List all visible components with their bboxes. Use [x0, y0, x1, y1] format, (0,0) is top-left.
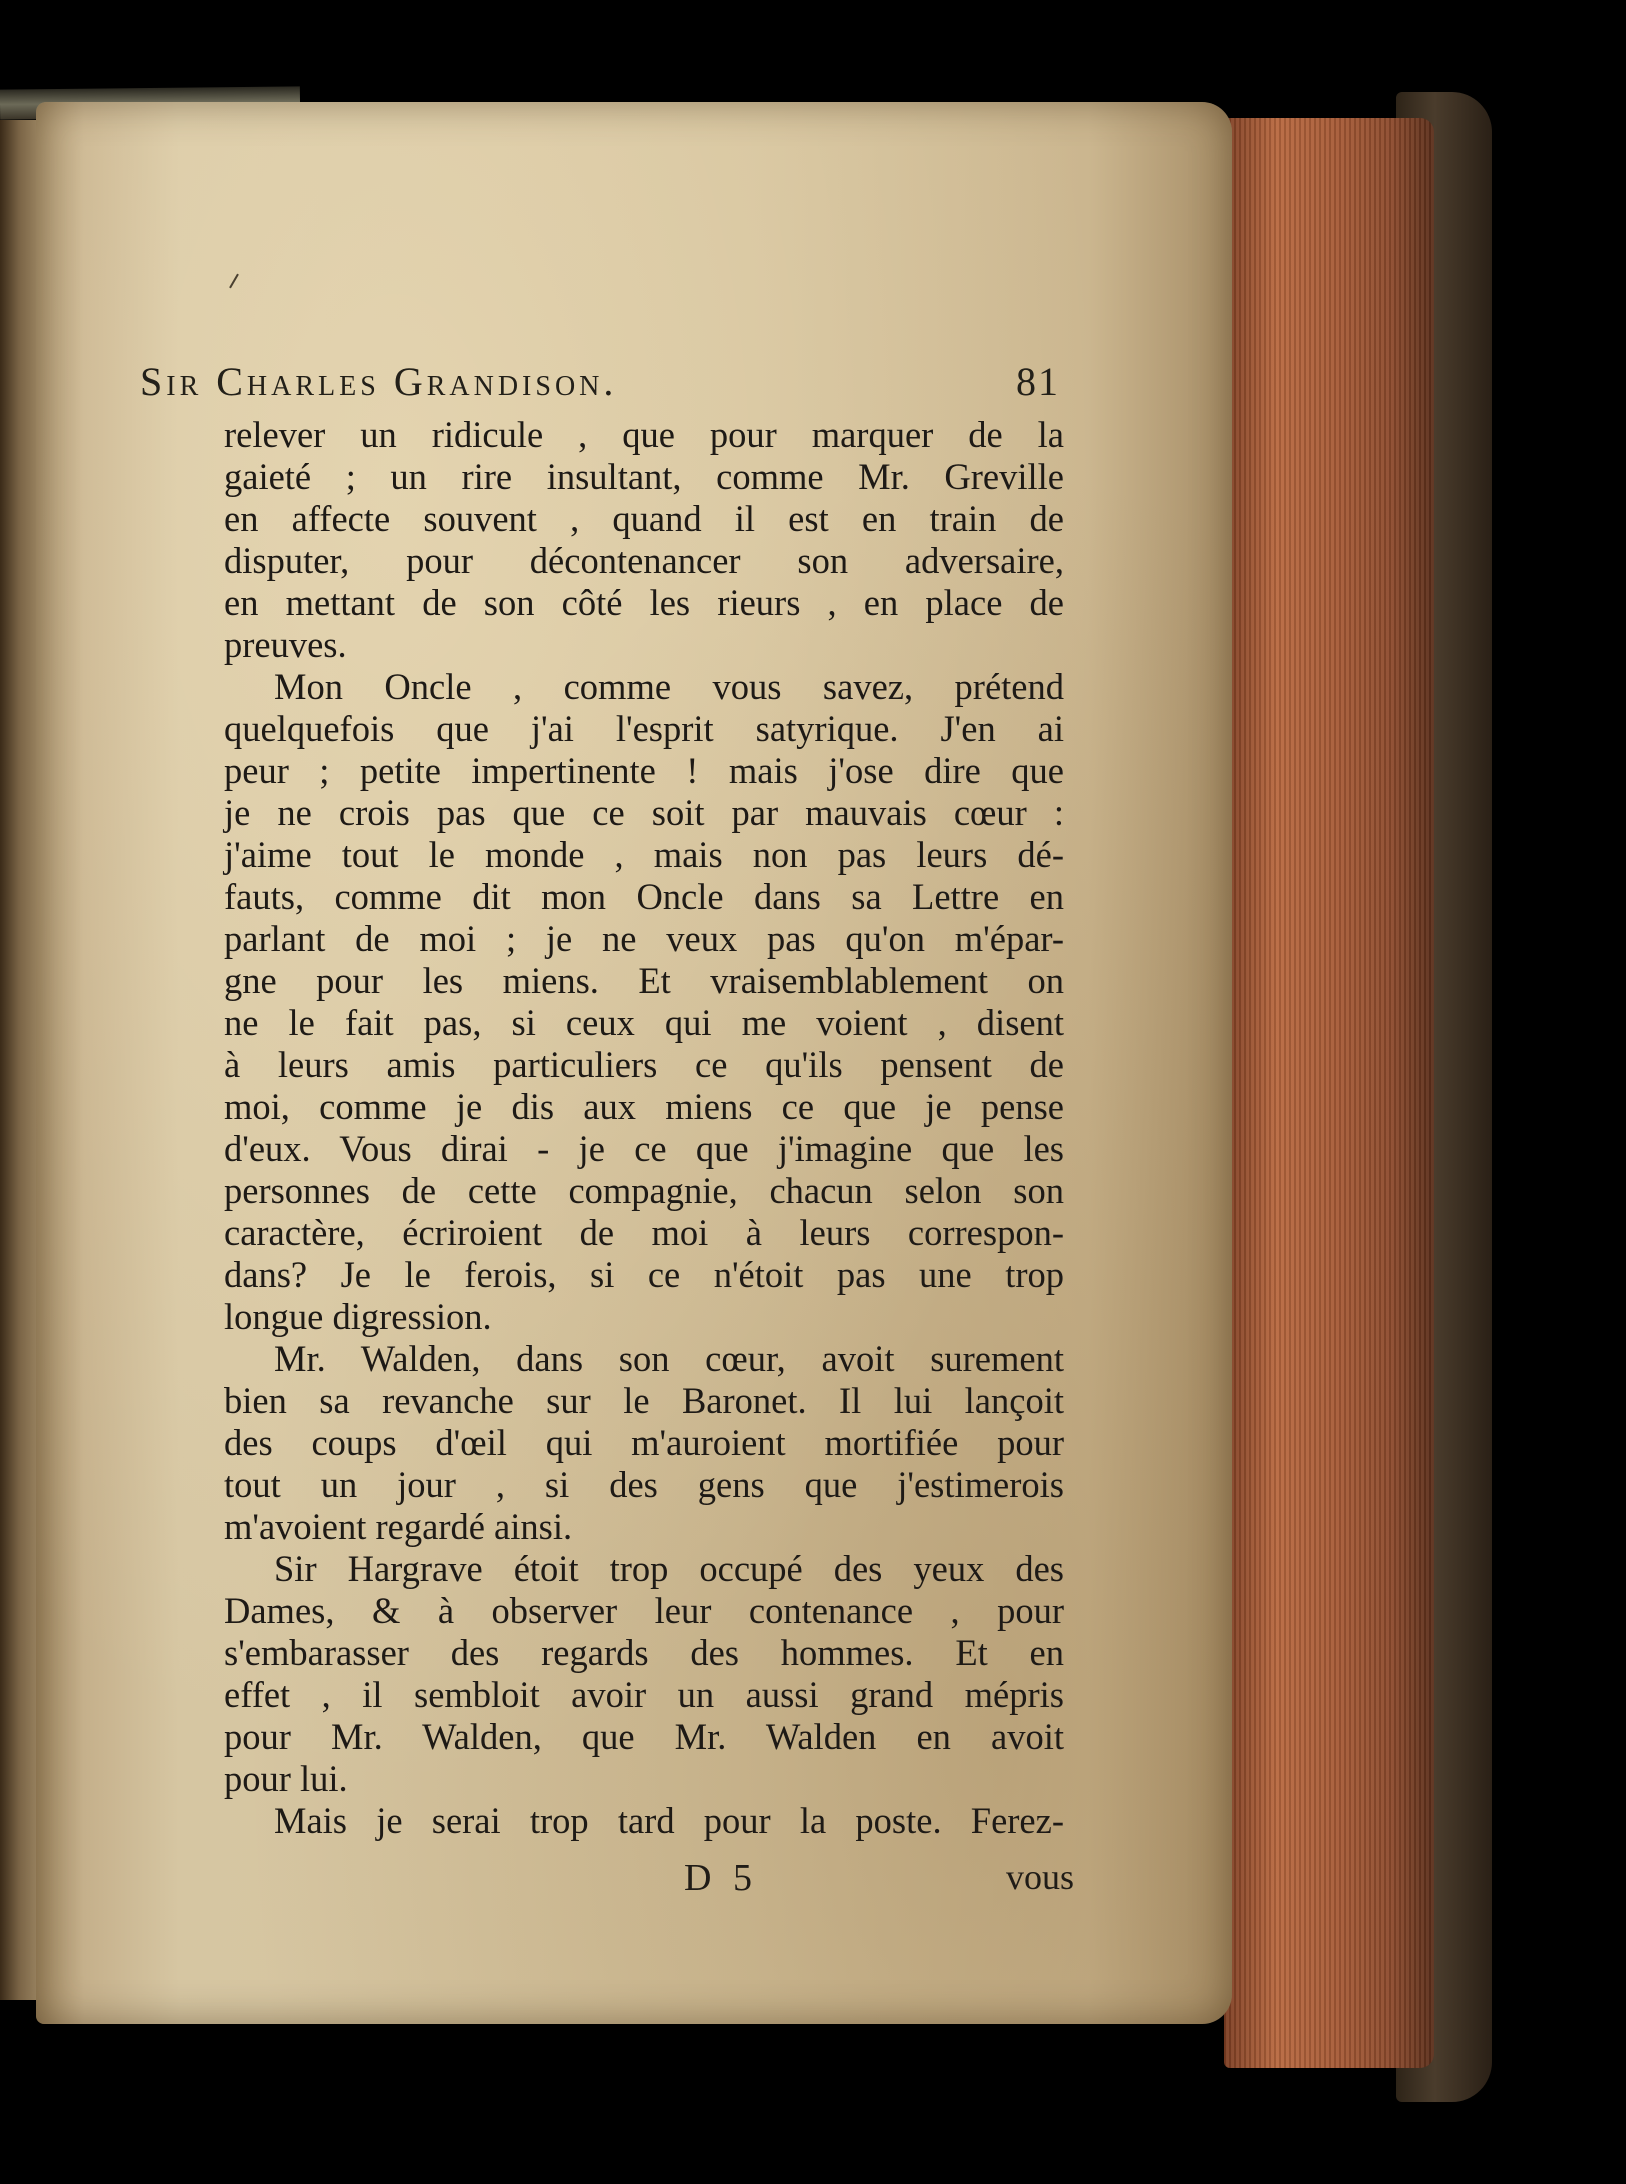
book-page — [36, 102, 1232, 2024]
text-line: longue digression. — [224, 1296, 492, 1337]
text-line: Mais je serai trop tard pour la poste. Ferez- — [274, 1800, 1064, 1841]
text-line: tout un jour , si des gens que j'estimerois — [224, 1464, 1064, 1505]
text-line: gne pour les miens. Et vraisemblablement on — [224, 960, 1064, 1001]
text-line: s'embarasser des regards des hommes. Et en — [224, 1632, 1064, 1673]
text-line: moi, comme je dis aux miens ce que je pense — [224, 1086, 1064, 1127]
running-head — [140, 358, 1060, 405]
text-line: Sir Hargrave étoit trop occupé des yeux des — [274, 1548, 1064, 1589]
text-line: pour Mr. Walden, que Mr. Walden en avoit — [224, 1716, 1064, 1757]
text-line: bien sa revanche sur le Baronet. Il lui lançoit — [224, 1380, 1064, 1421]
running-title: Sir Charles Grandison. — [140, 359, 618, 404]
text-line: preuves. — [224, 624, 347, 665]
text-line: je ne crois pas que ce soit par mauvais cœur : — [224, 792, 1064, 833]
text-line: j'aime tout le monde , mais non pas leurs dé- — [224, 834, 1064, 875]
text-line: disputer, pour décontenancer son adversaire, — [224, 540, 1064, 581]
text-line: en affecte souvent , quand il est en train de — [224, 498, 1064, 539]
page-number: 81 — [1016, 359, 1060, 404]
text-line: relever un ridicule , que pour marquer de la — [224, 414, 1064, 455]
text-line: quelquefois que j'ai l'esprit satyrique. J'en ai — [224, 708, 1064, 749]
text-line: parlant de moi ; je ne veux pas qu'on m'épar- — [224, 918, 1064, 959]
page-fore-edge — [1224, 118, 1434, 2068]
text-line: Dames, & à observer leur contenance , pour — [224, 1590, 1064, 1631]
text-line: ne le fait pas, si ceux qui me voient , disent — [224, 1002, 1064, 1043]
text-line: m'avoient regardé ainsi. — [224, 1506, 573, 1547]
text-line: gaieté ; un rire insultant, comme Mr. Greville — [224, 456, 1064, 497]
text-line: personnes de cette compagnie, chacun selon son — [224, 1170, 1064, 1211]
text-line: des coups d'œil qui m'auroient mortifiée pour — [224, 1422, 1064, 1463]
text-line: fauts, comme dit mon Oncle dans sa Lettre en — [224, 876, 1064, 917]
text-line: peur ; petite impertinente ! mais j'ose dire que — [224, 750, 1064, 791]
text-line: à leurs amis particuliers ce qu'ils pensent de — [224, 1044, 1064, 1085]
text-line: Mon Oncle , comme vous savez, prétend — [274, 666, 1064, 707]
pen-mark — [229, 274, 239, 289]
text-line: effet , il sembloit avoir un aussi grand mépris — [224, 1674, 1064, 1715]
text-line: en mettant de son côté les rieurs , en place de — [224, 582, 1064, 623]
signature-mark: D 5 — [684, 1857, 758, 1899]
text-line: dans? Je le ferois, si ce n'étoit pas une trop — [224, 1254, 1064, 1295]
text-line: Mr. Walden, dans son cœur, avoit surement — [274, 1338, 1064, 1379]
catchword: vous — [1005, 1857, 1074, 1897]
text-line: d'eux. Vous dirai - je ce que j'imagine que les — [224, 1128, 1064, 1169]
text-line: pour lui. — [224, 1758, 348, 1799]
text-line: caractère, écriroient de moi à leurs correspon- — [224, 1212, 1064, 1253]
